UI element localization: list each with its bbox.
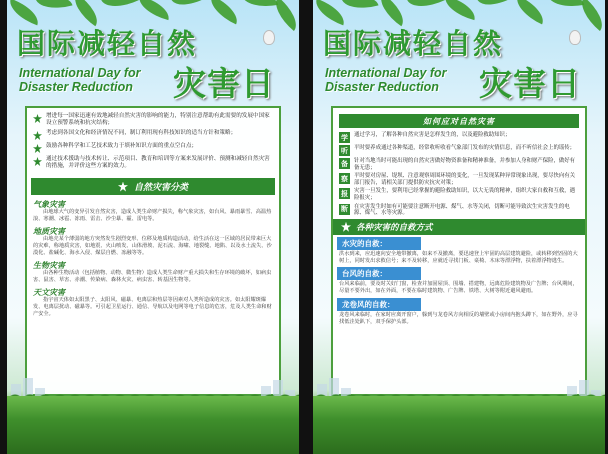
subsection-text: 台风来临前，要及时关好门窗，检查并加固屋顶、围墙、搭建物，远离危险建筑物及广告牌；台风期间，尽量不要外出，如在外面，不要在临时建筑物、广告牌、铁塔、大树等附近避风避雨。 — [339, 281, 578, 295]
subsection-text: 龙卷风来临时，在家时应离开窗户，躲到与龙卷风方向相反的墙壁或小房间内抱头蹲下，如在野外，应寻找低洼处趴下，双手保护头部。 — [339, 311, 578, 325]
leaf-bullet-icon — [33, 131, 42, 140]
content-panel — [331, 106, 587, 396]
grass-field — [313, 396, 605, 454]
title-disaster-day: 灾害日 — [173, 64, 275, 103]
title-cn: 国际减轻自然 — [323, 27, 504, 60]
tip-row: 报 灾害一旦发生，要利用已经掌握的避险救助知识，以大无畏的精神，组织大家自救和互救，遇险报灾； — [341, 188, 576, 201]
title-cn: 国际减轻自然 — [17, 27, 198, 60]
tip-row: 备 针对当地当时可能出现的自然灾害做好物资准备和精神准备，并参加人身和财产保险，做好有备无患； — [341, 158, 576, 171]
section-band: 各种灾害的自救方式 — [333, 219, 585, 235]
category-block: 地质灾害 由地壳某个薄弱的地方突然发生剧烈变形、位移及地质构造活动，给生活在这一区域的居民带来巨大的灾难，称地质灾害，如地震、火山喷发、山体滑坡、泥石流、海啸、地裂缝、地陷、以及水土流失、沙漠化、盐碱化、海水入侵、煤层自燃、冻融等等。 — [33, 226, 272, 256]
subsection-heading: 水灾的自救： — [337, 237, 421, 250]
category-block: 气象灾害 由地球大气的变异引发自然灾害，造成人类生命财产损失，称气象灾害，如台风、暴雨暴雪、高温热浪、寒潮、冰雹、冻雨、雷击、沙尘暴、霾、雷电等。 — [33, 199, 272, 222]
content-panel — [25, 106, 281, 396]
leaf-icon — [341, 222, 351, 232]
subsection-heading: 龙卷风的自救： — [337, 298, 421, 311]
leaf-bullet-icon — [33, 157, 42, 166]
list-item: 通过技术援助与技术转让、示范项目、教育和培训等方案来发展评价、预测和减轻自然灾害的措施，并评价这些方案的效力。 — [33, 156, 273, 170]
category-block: 生物灾害 由各种生物活动（包括植物、动物、微生物）造成人类生命财产重大损失和生存环境的破坏，如病虫害、鼠害、草害、赤潮、传染病、森林火灾、病虫害、转基因生物等。 — [33, 260, 272, 283]
intro-list — [27, 108, 279, 175]
section-band: 自然灾害分类 — [31, 178, 275, 195]
title-en: International Day for Disaster Reduction — [325, 66, 447, 94]
leaf-bullet-icon — [33, 144, 42, 153]
tip-row: 察 平时要对房屋、堤坝、注意观察周围环境的变化，一旦发现某种异常现象出现，要尽快向有关部门报告，请相关部门提供防灾抗灾对策； — [341, 173, 576, 186]
list-item: 鼓励各种科学和工艺技术致力于填补知识方面的重点空白点； — [33, 143, 273, 153]
grass-field — [7, 396, 299, 454]
tip-row: 听 平时要养成通过各种渠道，经常收听收看气象部门发布的灾情信息，而不听信社会上的谣传； — [341, 145, 576, 155]
right-poster — [313, 0, 605, 454]
leaf-bullet-icon — [33, 114, 42, 123]
subsection-text: 洪水到来，应迅速向安全地带撤离，如来不及撤离，要迅速登上牢固的高层建筑避险，或转移到坚固的大树上，同时发出求救信号；来不及转移，应就近寻找门板、桌椅、木床等漂浮物，扶着漂浮物逃生。 — [339, 250, 578, 264]
tip-row: 学 通过学习，了解各种自然灾害是怎样发生的，以及避险救助知识； — [341, 132, 511, 142]
tip-row: 断 在灾害发生时如有可能要注意断开电源、煤气、水等关闭，切断可能导致次生灾害发生的电源、煤气、水等灾源。 — [341, 203, 570, 217]
section-heading: 如何应对自然灾害 — [339, 114, 579, 128]
category-block: 天文灾害 指宇宙天体如太阳黑子、太阳风、磁暴、电离层和热层等因素对人类所造成的灾害。如太阳耀斑爆发、电离层扰动、磁暴等。可引起卫星运行、通信、导航以及电网等电子信息的危害，危及人类生命和财产安全。 — [33, 287, 272, 317]
list-item: 考虑到各国文化和经济情况不同，制订利用现有科技知识的适当方针和策略； — [33, 130, 273, 140]
leaf-icon — [118, 182, 128, 192]
subsection-heading: 台风的自救： — [337, 267, 421, 280]
title-disaster-day: 灾害日 — [479, 64, 581, 103]
list-item: 增进每一国家迅速有效地减轻自然灾害的影响的能力，特别注意帮助有此需要的发展中国家设立预警系统和抗灾结构； — [33, 113, 273, 127]
title-en: International Day for Disaster Reduction — [19, 66, 141, 94]
left-poster — [7, 0, 299, 454]
